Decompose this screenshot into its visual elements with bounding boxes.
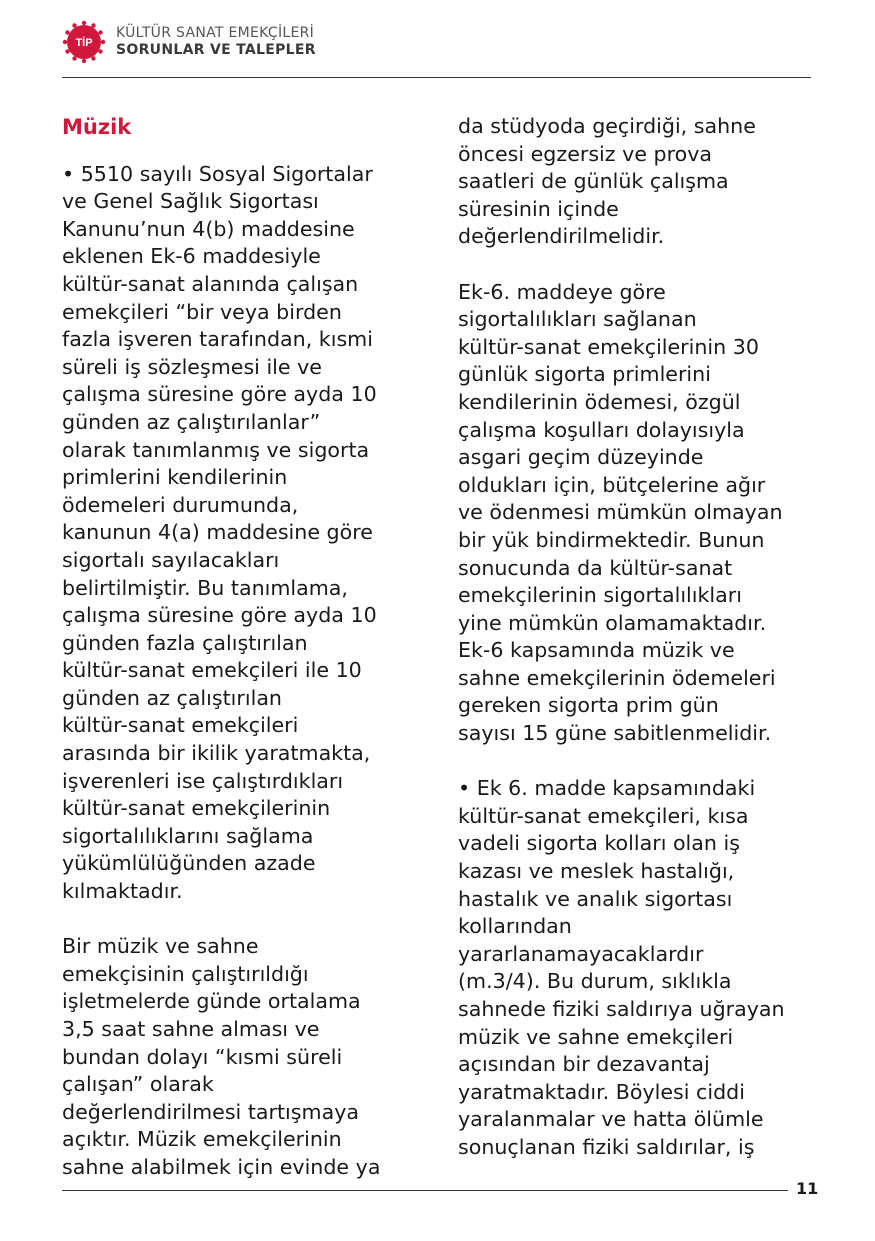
left-column	[62, 110, 422, 1182]
paragraph-stage-hours-cont: da stüdyoda geçirdiği, sahne öncesi egzersiz ve prova saatleri de günlük çalışma süresinin içinde değerlendirilmelidir.	[458, 114, 756, 249]
paragraph-insurance-branches: • Ek 6. madde kapsamındaki kültür-sanat emekçileri, kısa vadeli sigorta kolları olan iş kazası ve meslek hastalığı, hastalık ve analık sigortası kollarından yararlanamayacaklardır (m.3/4). Bu durum, sıklıkla sahnede fiziki saldırıya uğrayan müzik ve sahne emekçileri açısından bir dezavantaj yaratmaktadır. Böylesi ciddi yaralanmalar ve hatta ölümle sonuçlanan fiziki saldırılar, iş	[458, 776, 785, 1159]
paragraph-premium-days: Ek-6. maddeye göre sigortalılıkları sağlanan kültür-sanat emekçilerinin 30 günlük sigorta primlerini kendilerinin ödemesi, özgül çalışma koşulları dolayısıyla asgari geçim düzeyinde oldukları için, bütçelerine ağır ve ödenmesi mümkün olmayan bir yük bindirmektedir. Bunun sonucunda da kültür-sanat emekçilerinin sigortalılıkları yine mümkün olamamaktadır. Ek-6 kapsamında müzik ve sahne emekçilerinin ödemeleri gereken sigorta prim gün sayısı 15 güne sabitlenmelidir.	[458, 279, 783, 746]
paragraph-stage-hours: Bir müzik ve sahne emekçisinin çalıştırıldığı işletmelerde günde ortalama 3,5 saat sahne alması ve bundan dolayı “kısmi süreli çalışan” olarak değerlendirilmesi tartışmaya açıktır. Müzik emekçilerinin sahne alabilmek için evinde ya	[62, 934, 381, 1179]
section-title: Müzik	[62, 115, 132, 139]
right-column	[458, 113, 818, 1162]
paragraph-gap	[458, 251, 818, 279]
footer-divider	[62, 1190, 788, 1191]
page-number: 11	[796, 1179, 819, 1198]
logo-text: TİP	[75, 37, 93, 49]
paragraph-ek6-definition: • 5510 sayılı Sosyal Sigortalar ve Genel Sağlık Sigortası Kanunu’nun 4(b) maddesine eklenen Ek-6 maddesiyle kültür-sanat alanında çalışan emekçileri “bir veya birden fazla işveren tarafından, kısmi süreli iş sözleşmesi ile ve çalışma süresine göre ayda 10 günden az çalıştırılanlar” olarak tanımlanmış ve sigorta primlerini kendilerinin ödemeleri durumunda, kanunun 4(a) maddesine göre sigortalı sayılacakları belirtilmiştir. Bu tanımlama, çalışma süresine göre ayda 10 günden fazla çalıştırılan kültür-sanat emekçileri ile 10 günden az çalıştırılan kültür-sanat emekçileri arasında bir ikilik yaratmakta, işverenleri ise çalıştırdıkları kültür-sanat emekçilerinin sigortalılıklarını sağlama yükümlülüğünden azade kılmaktadır.	[62, 161, 377, 904]
paragraph-gap	[62, 906, 422, 934]
page-header	[62, 20, 316, 64]
tip-logo-icon	[62, 20, 106, 64]
paragraph-gap	[458, 748, 818, 776]
header-subtitle: SORUNLAR VE TALEPLER	[116, 42, 316, 58]
header-divider	[62, 77, 811, 78]
header-brand	[116, 25, 316, 59]
header-title: KÜLTÜR SANAT EMEKÇİLERİ	[116, 25, 315, 41]
